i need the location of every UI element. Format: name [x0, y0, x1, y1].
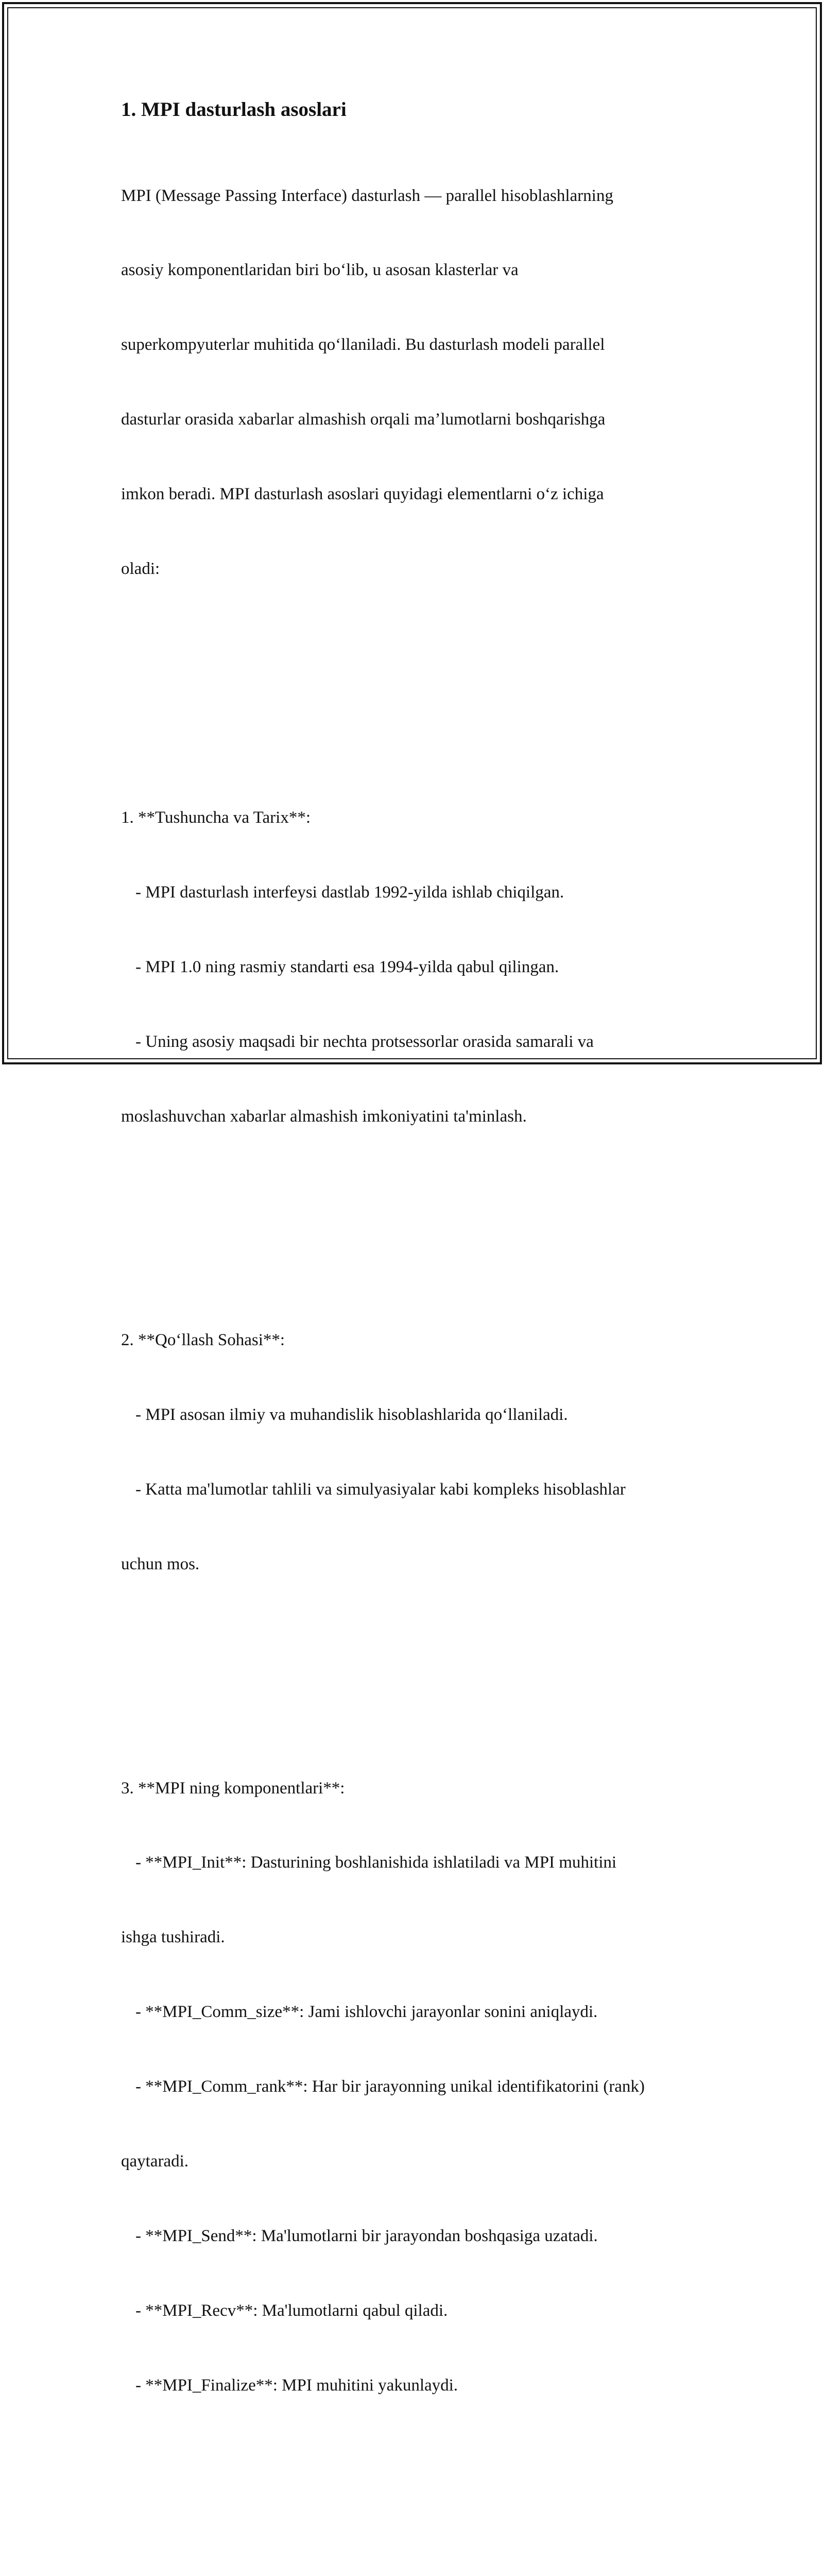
list-item [121, 955, 718, 979]
sections-container [121, 631, 718, 2576]
list-item-text: - Katta ma'lumotlar tahlili va simulyasiyalar kabi kompleks hisoblashlar [135, 1480, 626, 1499]
list-item-text: - **MPI_Finalize**: MPI muhitini yakunlaydi. [135, 2376, 458, 2395]
section-heading: 3. **MPI ning komponentlari**: [121, 1778, 345, 1798]
paragraph-gap [121, 1651, 718, 1676]
list-item [121, 880, 718, 905]
intro-line: oladi: [121, 560, 160, 579]
paragraph-gap [121, 1204, 718, 1228]
list-item [121, 2373, 718, 2398]
list-item [121, 2224, 718, 2248]
paragraph-gap [121, 2472, 718, 2497]
list-item [121, 1850, 718, 1875]
intro-line: superkompyuterlar muhitida qo‘llaniladi. Bu dasturlash modeli parallel [121, 335, 605, 354]
intro-line: imkon beradi. MPI dasturlash asoslari quyidagi elementlarni o‘z ichiga [121, 485, 604, 504]
list-item [121, 1477, 718, 1502]
list-item-text: - **MPI_Recv**: Ma'lumotlarni qabul qiladi. [135, 2301, 448, 2320]
list-item [121, 2074, 718, 2099]
list-item [121, 1402, 718, 1427]
intro-paragraph [121, 133, 718, 631]
list-item [121, 1999, 718, 2024]
list-item [121, 2298, 718, 2323]
list-item-text: - **MPI_Init**: Dasturining boshlanishida ishlatiladi va MPI muhitini [135, 1853, 617, 1872]
list-item-continuation: ishga tushiradi. [121, 1928, 225, 1947]
list-item-text: - **MPI_Comm_size**: Jami ishlovchi jarayonlar sonini aniqlaydi. [135, 2003, 598, 2022]
document-body [121, 95, 718, 2576]
list-item [121, 1029, 718, 1054]
list-item-continuation: moslashuvchan xabarlar almashish imkoniyatini ta'minlash. [121, 1107, 527, 1126]
section-heading: 1. **Tushuncha va Tarix**: [121, 808, 311, 827]
list-item-text: - MPI 1.0 ning rasmiy standarti esa 1994-yilda qabul qilingan. [135, 957, 559, 976]
intro-line: dasturlar orasida xabarlar almashish orqali ma’lumotlarni boshqarishga [121, 410, 606, 429]
list-item-text: - **MPI_Send**: Ma'lumotlarni bir jarayondan boshqasiga uzatadi. [135, 2226, 598, 2245]
paragraph-gap [121, 681, 718, 706]
list-item-continuation: qaytaradi. [121, 2152, 189, 2171]
list-item-text: - **MPI_Comm_rank**: Har bir jarayonning unikal identifikatorini (rank) [135, 2077, 645, 2096]
list-item-continuation: uchun mos. [121, 1554, 200, 1573]
section-heading: 2. **Qo‘llash Sohasi**: [121, 1331, 285, 1350]
list-item-text: - MPI asosan ilmiy va muhandislik hisoblashlarida qo‘llaniladi. [135, 1405, 568, 1425]
intro-line: asosiy komponentlaridan biri bo‘lib, u asosan klasterlar va [121, 261, 519, 280]
document-title: 1. MPI dasturlash asoslari [121, 98, 347, 121]
list-item-text: - MPI dasturlash interfeysi dastlab 1992-yilda ishlab chiqilgan. [135, 883, 564, 902]
intro-line: MPI (Message Passing Interface) dasturlash — parallel hisoblashlarning [121, 186, 613, 205]
list-item-text: - Uning asosiy maqsadi bir nechta protsessorlar orasida samarali va [135, 1032, 594, 1051]
